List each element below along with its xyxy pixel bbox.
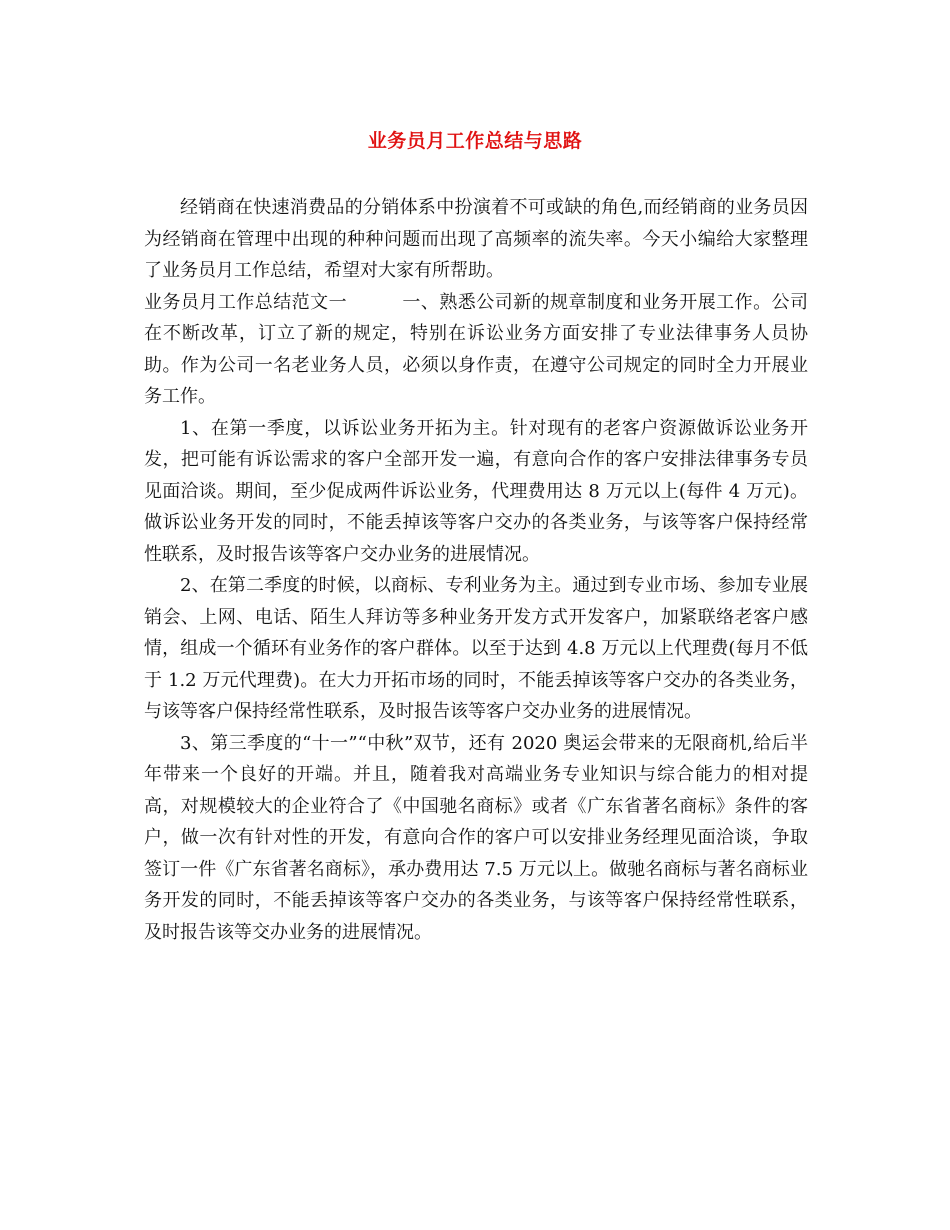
- paragraph-q2: 2、在第二季度的时候，以商标、专利业务为主。通过到专业市场、参加专业展销会、上网、电话、陌生人拜访等多种业务开发方式开发客户，加紧联络老客户感情，组成一个循环有业务作的客户群体。以至于达到 4.8 万元以上代理费(每月不低于 1.2 万元代理费)。在大力开拓市场的同时，不能丢掉该等客户交办的各类业务，与该等客户保持经常性联系，及时报告该等客户交办业务的进展情况。: [144, 575, 808, 722]
- paragraph-q3: 3、第三季度的“十一”“中秋”双节，还有 2020 奥运会带来的无限商机,给后半年带来一个良好的开端。并且，随着我对高端业务专业知识与综合能力的相对提高，对规模较大的企业符合了《中国驰名商标》或者《广东省著名商标》条件的客户，做一次有针对性的开发，有意向合作的客户可以安排业务经理见面洽谈，争取签订一件《广东省著名商标》，承办费用达 7.5 万元以上。做驰名商标与著名商标业务开发的同时，不能丢掉该等客户交办的各类业务，与该等客户保持经常性联系，及时报告该等交办业务的进展情况。: [144, 732, 808, 943]
- paragraph-sample-one: 业务员月工作总结范文一 一、熟悉公司新的规章制度和业务开展工作。公司在不断改革，订立了新的规定，特别在诉讼业务方面安排了专业法律事务人员协助。作为公司一名老业务人员，必须以身作责，在遵守公司规定的同时全力开展业务工作。: [144, 291, 808, 407]
- paragraph-q1: 1、在第一季度，以诉讼业务开拓为主。针对现有的老客户资源做诉讼业务开发，把可能有诉讼需求的客户全部开发一遍，有意向合作的客户安排法律事务专员见面洽谈。期间，至少促成两件诉讼业务，代理费用达 8 万元以上(每件 4 万元)。做诉讼业务开发的同时，不能丢掉该等客户交办的各类业务，与该等客户保持经常性联系，及时报告该等客户交办业务的进展情况。: [144, 417, 808, 565]
- document-body: [144, 192, 808, 948]
- document-title: 业务员月工作总结与思路: [367, 130, 583, 152]
- paragraph-intro: 经销商在快速消费品的分销体系中扮演着不可或缺的角色,而经销商的业务员因为经销商在管理中出现的种种问题而出现了高频率的流失率。今天小编给大家整理了业务员月工作总结，希望对大家有所帮助。: [144, 197, 808, 281]
